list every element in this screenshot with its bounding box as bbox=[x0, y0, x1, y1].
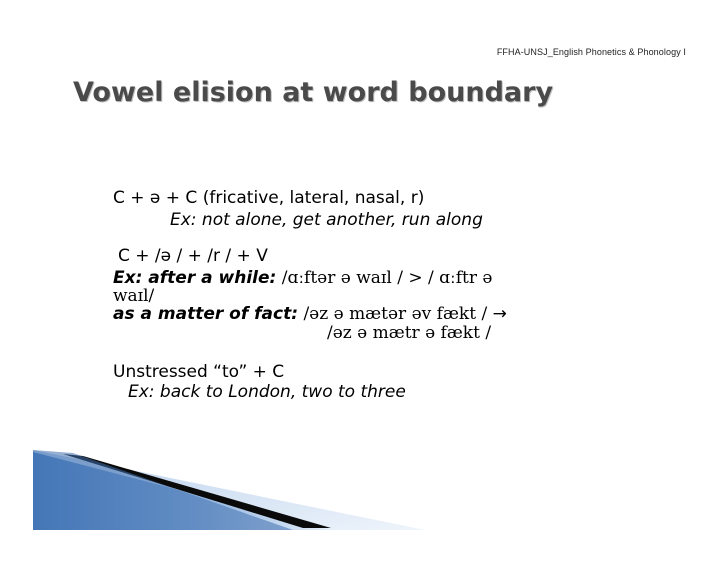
rule2-example2-ipa: /əz ə mætər əv fækt / bbox=[303, 304, 488, 324]
decorative-swoosh bbox=[33, 450, 433, 535]
slide-title: Vowel elision at word boundary bbox=[73, 77, 554, 108]
rule2-example2-result: /əz ə mætr ə fækt / bbox=[327, 323, 492, 343]
rule2-example2-line bbox=[113, 304, 507, 324]
rule1-example: Ex: not alone, get another, run along bbox=[170, 210, 483, 230]
rule3-formula: Unstressed “to” + C bbox=[113, 362, 285, 382]
rule2-example-ipa-cont: waɪl/ bbox=[113, 286, 155, 306]
rule2-example-label: Ex: after a while: bbox=[113, 268, 277, 288]
arrow-icon: → bbox=[492, 304, 507, 324]
rule3-example: Ex: back to London, two to three bbox=[128, 382, 406, 402]
rule2-formula: C + /ə / + /r / + V bbox=[118, 246, 268, 266]
rule2-example-ipa: /ɑːftər ə waɪl / > / ɑːftr ə bbox=[281, 268, 493, 288]
rule1-formula: C + ə + C (fricative, lateral, nasal, r) bbox=[113, 188, 425, 208]
rule2-example2-label: as a matter of fact: bbox=[113, 304, 299, 324]
rule2-example-line bbox=[113, 268, 492, 288]
swoosh-dark-band bbox=[33, 450, 293, 530]
header-note: FFHA-UNSJ_English Phonetics & Phonology I bbox=[496, 47, 686, 57]
